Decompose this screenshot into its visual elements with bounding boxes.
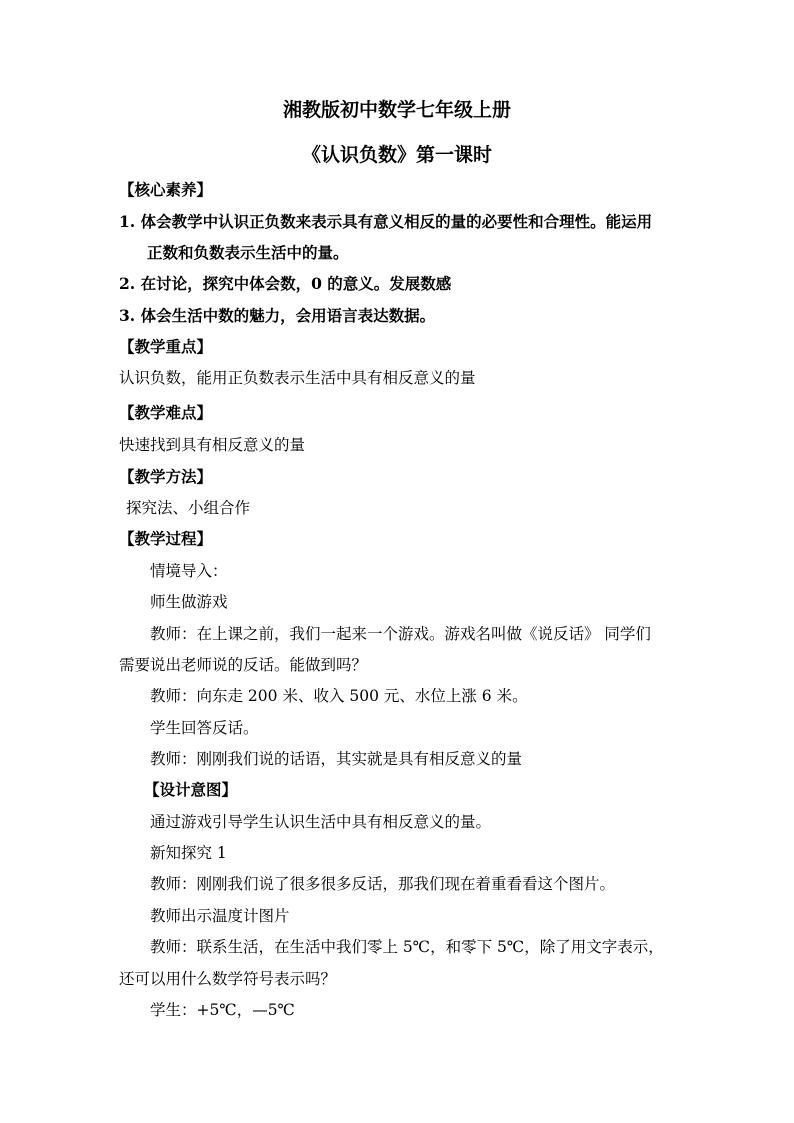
core-literacy-item-1-cont: 正数和负数表示生活中的量。 bbox=[147, 243, 349, 262]
process-line: 教师：刚刚我们说的话语，其实就是具有相反意义的量 bbox=[150, 750, 523, 768]
heading-process: 【教学过程】 bbox=[119, 529, 213, 548]
process-line: 情境导入： bbox=[150, 562, 228, 580]
process-line: 需要说出老师说的反话。能做到吗？ bbox=[119, 656, 368, 674]
difficulty-text: 快速找到具有相反意义的量 bbox=[119, 436, 306, 454]
process-line: 教师：向东走 200 米、收入 500 元、水位上涨 6 米。 bbox=[150, 687, 528, 705]
core-literacy-item-3: 3. 体会生活中数的魅力，会用语言表达数据。 bbox=[119, 306, 436, 325]
process-line: 通过游戏引导学生认识生活中具有相反意义的量。 bbox=[150, 813, 492, 831]
core-literacy-item-2: 2. 在讨论，探究中体会数，0 的意义。发展数感 bbox=[119, 274, 452, 293]
process-line: 学生：+5℃，—5℃ bbox=[150, 1001, 295, 1019]
process-line: 教师：联系生活，在生活中我们零上 5℃，和零下 5℃，除了用文字表示， bbox=[150, 938, 664, 956]
heading-key-point: 【教学重点】 bbox=[119, 337, 213, 356]
process-line: 教师出示温度计图片 bbox=[150, 907, 290, 925]
process-line: 教师：在上课之前，我们一起来一个游戏。游戏名叫做《说反话》 同学们 bbox=[150, 625, 651, 643]
process-line: 新知探究 1 bbox=[150, 844, 227, 862]
document-title: 湘教版初中数学七年级上册 bbox=[282, 99, 511, 121]
heading-difficulty: 【教学难点】 bbox=[119, 403, 213, 422]
key-point-text: 认识负数，能用正负数表示生活中具有相反意义的量 bbox=[119, 369, 476, 387]
process-line: 还可以用什么数学符号表示吗？ bbox=[119, 970, 337, 988]
process-line: 师生做游戏 bbox=[150, 593, 228, 611]
method-text: 探究法、小组合作 bbox=[126, 499, 251, 517]
heading-core-literacy: 【核心素养】 bbox=[119, 180, 213, 199]
process-line: 教师：刚刚我们说了很多很多反话，那我们现在着重看看这个图片。 bbox=[150, 875, 616, 893]
process-line: 学生回答反话。 bbox=[150, 719, 259, 737]
document-subtitle: 《认识负数》第一课时 bbox=[301, 144, 492, 166]
core-literacy-item-1: 1. 体会教学中认识正负数来表示具有意义相反的量的必要性和合理性。能运用 bbox=[119, 212, 653, 231]
heading-method: 【教学方法】 bbox=[119, 467, 213, 486]
design-intent-heading: 【设计意图】 bbox=[144, 780, 238, 799]
